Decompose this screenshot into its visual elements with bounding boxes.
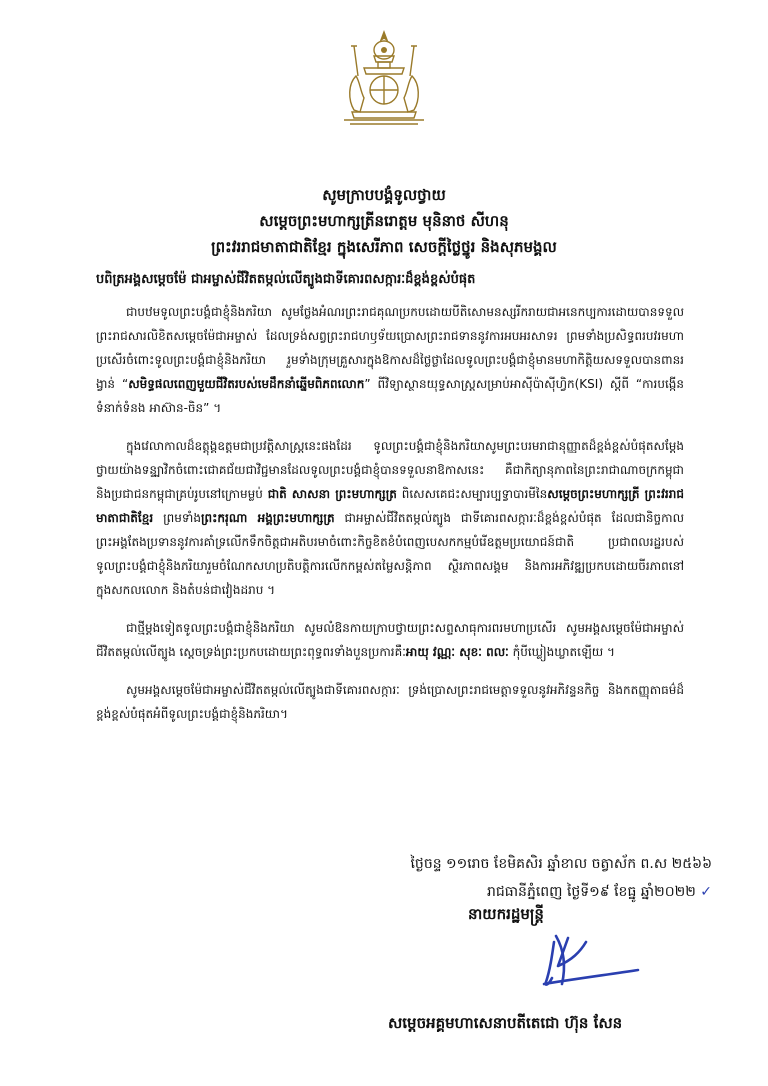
- letter-subject: បពិត្រអង្គសម្តេចម៉ែ ជាអម្ចាស់ជីវិតតម្កល់លើត្បូងជាទីគោរពសក្ការៈដ៏ខ្ពង់ខ្ពស់បំផុត: [96, 272, 476, 287]
- date-block: [410, 850, 712, 906]
- lunar-date: ថ្ងៃចន្ទ ១១រោច ខែមិគសិរ ឆ្នាំខាល ចត្វាស័ក ព.ស ២៥៦៦: [410, 856, 712, 872]
- paragraph-4: សូមអង្គសម្តេចម៉ែជាអម្ចាស់ជីវិតតម្កល់លើត្បូងជាទីគោរពសក្ការៈ ទ្រង់ប្រោសព្រះរាជមេត្តាទទួលនូវអភិវន្ទនកិច្ច និងកតញ្ញុតាធម៌ដ៏ខ្ពង់ខ្ពស់បំផុតអំពីទូលព្រះបង្គំជាខ្ញុំនិងភរិយា។: [96, 683, 684, 721]
- salutation-line: សូមក្រាបបង្គំទូលថ្វាយ: [322, 186, 446, 204]
- four-blessings: អាយុ វណ្ណៈ សុខៈ ពលៈ: [405, 645, 509, 659]
- signatory-title: នាយករដ្ឋមន្ត្រី: [468, 905, 544, 923]
- letter-body: [96, 300, 684, 740]
- queen-mother-title: សម្តេចព្រះមហាក្សត្រី ព្រះវររាជមាតាជាតិខ្មែរ: [96, 487, 684, 525]
- addressee-name: សម្តេចព្រះមហាក្សត្រីនរោត្តម មុនិនាថ សីហនុ: [259, 212, 509, 230]
- paragraph-1: ជាបឋមទូលព្រះបង្គំជាខ្ញុំនិងភរិយា សូមថ្លែងអំណរព្រះរាជគុណប្រកបដោយបីតិសោមនស្សរីករាយជាអនេកប្បការដោយបានទទួលព្រះរាជសារលិខិតសម្តេចម៉ែជាអម្ចាស់ ដែលទ្រង់សព្វព្រះរាជហឫទ័យប្រោសព្រះរាជទាននូវការអបអរសាទរ ព្រមទាំងប្រសិទ្ធពរបវរមហាប្រសើរចំពោះទូលព្រះបង្គំជាខ្ញុំនិងភរិយា រួមទាំងក្រុមគ្រួសារក្នុងឱកាសដ៏ថ្លៃថ្លាដែលទូលព្រះបង្គំជាខ្ញុំមានមហាកិត្តិយសទទួលបានពានរង្វាន់ “សមិទ្ធផលពេញមួយជីវិតរបស់មេដឹកនាំឆ្នើមពិភពលោក” ពីវិទ្យាស្ថានយុទ្ធសាស្ត្រសម្រាប់អាស៊ីប៉ាស៊ីហ្វិក(KSI) ស្តីពី “ការបង្កើនទំនាក់ទំនង អាស៊ាន-ចិន” ។: [96, 305, 685, 415]
- award-name: សមិទ្ធផលពេញមួយជីវិតរបស់មេដឹកនាំឆ្នើមពិភពលោក: [128, 377, 365, 391]
- handwritten-signature: [528, 926, 648, 996]
- check-mark-icon: ✓: [700, 884, 712, 900]
- motto-text: ជាតិ សាសនា ព្រះមហាក្សត្រ: [267, 487, 397, 501]
- solar-date: រាជធានីភ្នំពេញ ថ្ងៃទី១៩ ខែធ្នូ ឆ្នាំ២០២២ ✓: [486, 884, 712, 900]
- king-title: ព្រះករុណា អង្គព្រះមហាក្សត្រ: [200, 511, 335, 525]
- paragraph-3: ជាថ្មីម្តងទៀតទូលព្រះបង្គំជាខ្ញុំនិងភរិយា សូមលំឱនកាយក្រាបថ្វាយព្រះសព្ទសាធុការពរមហាប្រសើរ សូមអង្គសម្តេចម៉ែជាអម្ចាស់ជីវិតតម្កល់លើត្បូង ស្តេចទ្រង់ព្រះប្រកបដោយព្រះពុទ្ធពរទាំងបួនប្រការគឺៈអាយុ វណ្ណៈ សុខៈ ពលៈ កុំបីឃ្លៀងឃ្លាតឡើយ ។: [96, 621, 684, 659]
- paragraph-2: ក្នុងវេលាកាលដ៏ឧត្តុង្គឧត្តមជាប្រវត្តិសាស្ត្រនេះផងដែរ ទូលព្រះបង្គំជាខ្ញុំនិងភរិយាសូមព្រះបរមរាជានុញ្ញាតដ៏ខ្ពង់ខ្ពស់បំផុតសម្តែងថ្វាយយ៉ាងទន្ទ្បាវិកចំពោះជោគជ័យជាវិជ្ជមានដែលទូលព្រះបង្គំជាខ្ញុំបានទទួលនាឱកាសនេះ គឺជាកិត្យានុភាពនៃព្រះរាជាណាចក្រកម្ពុជា និងប្រជាជនកម្ពុជាគ្រប់រូបនៅក្រោមម្លប់ ជាតិ សាសនា ព្រះមហាក្សត្រ ពិសេសគេជះសម្បារប្បទ្វាបារមីនៃសម្តេចព្រះមហាក្សត្រី ព្រះវររាជមាតាជាតិខ្មែរ ព្រមទាំងព្រះករុណា អង្គព្រះមហាក្សត្រ ជាអម្ចាស់ជីវិតតម្កល់ត្បូង ជាទីគោរពសក្ការៈដ៏ខ្ពង់ខ្ពស់បំផុត ដែលជានិច្ចកាលព្រះអង្គតែងប្រទាននូវការគាំទ្រលើកទឹកចិត្តជាអតិបរមាចំពោះកិច្ចខិតខំបំពេញបេសកកម្មបំរើឧត្តមប្រយោជន៍ជាតិ ប្រជាពលរដ្ឋរបស់ទូលព្រះបង្គំជាខ្ញុំនិងភរិយារួមចំណែកសហប្រតិបត្តិការលើកកម្ពស់តម្លៃសន្តិភាព ស្ថិរភាពសង្គម និងការអភិវឌ្ឍប្រកបដោយចីរភាពនៅក្នុងសកលលោក និងតំបន់ជាវៀងដរាប ។: [96, 439, 685, 597]
- addressee-title: ព្រះវររាជមាតាជាតិខ្មែរ ក្នុងសេរីភាព សេចក្តីថ្លៃថ្នូរ និងសុភមង្គល: [211, 238, 557, 256]
- royal-coat-of-arms-emblem: [334, 28, 434, 138]
- salutation-block: [80, 182, 688, 260]
- signatory-name: សម្តេចអគ្គមហាសេនាបតីតេជោ ហ៊ុន សែន: [388, 1014, 623, 1032]
